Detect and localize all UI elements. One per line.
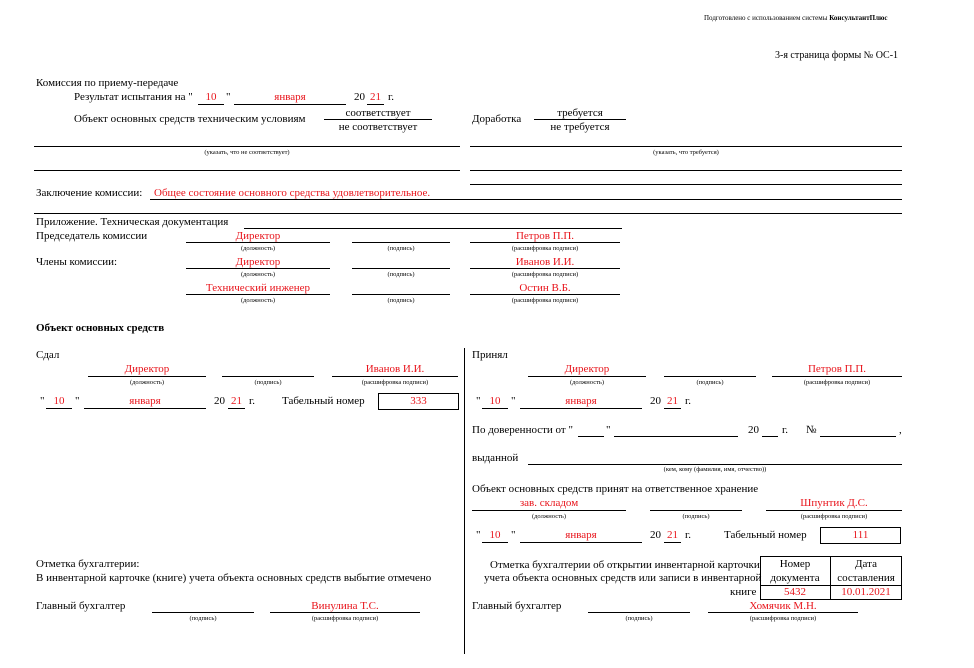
caption-position: (должность) — [240, 297, 276, 304]
hint-required: (указать, что требуется) — [653, 149, 719, 156]
power-label: По доверенности от " — [472, 424, 573, 436]
custody-month: января — [565, 529, 597, 541]
received-tab-box — [820, 527, 901, 544]
right-chief-label: Главный бухгалтер — [472, 600, 562, 612]
required-option: требуется — [557, 107, 603, 119]
test-year: 21 — [370, 91, 381, 103]
quote-open: " — [476, 395, 481, 407]
member-2-position: Технический инженер — [205, 282, 311, 294]
quote-close: " — [511, 395, 516, 407]
page-label: 3-я страница формы № ОС-1 — [775, 50, 899, 61]
quote-close: " — [75, 395, 80, 407]
year-prefix: 20 — [650, 395, 661, 407]
quote-open: " — [40, 395, 45, 407]
object-conditions-label: Объект основных средств техническим условиям — [74, 113, 306, 125]
member-1-position: Директор — [235, 256, 281, 268]
right-mark-line3: книге — [730, 586, 757, 598]
caption-decode: (расшифровка подписи) — [800, 513, 868, 520]
caption-position: (должность) — [129, 379, 165, 386]
custody-name: Шпунтик Д.С. — [800, 497, 868, 509]
quote-close: " — [511, 529, 516, 541]
received-month: января — [565, 395, 597, 407]
handed-tab-box — [378, 393, 459, 410]
chairman-name: Петров П.П. — [515, 230, 575, 242]
year-suffix: г. — [685, 529, 692, 541]
caption-decode: (расшифровка подписи) — [749, 615, 817, 622]
doc-date-header-1: Дата — [855, 558, 877, 570]
custody-label: Объект основных средств принят на ответственное хранение — [472, 483, 759, 495]
caption-position: (должность) — [531, 513, 567, 520]
attachment-label: Приложение. Техническая документация — [36, 216, 229, 228]
prepared-note — [704, 15, 887, 22]
handed-tab-number: 333 — [410, 395, 427, 407]
power-year-prefix: 20 — [748, 424, 759, 436]
test-month: января — [274, 91, 306, 103]
member-1-name: Иванов И.И. — [515, 256, 575, 268]
left-chief-label: Главный бухгалтер — [36, 600, 126, 612]
doc-number-value: 5432 — [784, 586, 806, 598]
doc-number-header-2: документа — [770, 572, 820, 584]
doc-date-value: 10.01.2021 — [841, 586, 891, 598]
issued-hint: (кем, кому (фамилия, имя, отчество)) — [663, 466, 767, 473]
caption-decode: (расшифровка подписи) — [311, 615, 379, 622]
handed-year: 21 — [231, 395, 242, 407]
caption-signature: (подпись) — [387, 297, 415, 304]
right-mark-line2: учета объекта основных средств или записи в инвентарной — [484, 572, 762, 584]
doc-number-header-1: Номер — [779, 558, 811, 570]
not-required-option: не требуется — [550, 121, 610, 133]
year-suffix: г. — [685, 395, 692, 407]
conclusion-value: Общее состояние основного средства удовлетворительное. — [154, 187, 431, 199]
not-corresponds-option: не соответствует — [338, 121, 418, 133]
caption-signature: (подпись) — [254, 379, 282, 386]
hint-not-corresponds: (указать, что не соответствует) — [204, 149, 290, 156]
power-number-sign: № — [806, 424, 817, 436]
received-name: Петров П.П. — [807, 363, 867, 375]
year-prefix: 20 — [650, 529, 661, 541]
quote-open: " — [476, 529, 481, 541]
caption-signature: (подпись) — [625, 615, 653, 622]
received-label: Принял — [472, 349, 508, 361]
received-position: Директор — [564, 363, 610, 375]
conclusion-label: Заключение комиссии: — [36, 187, 143, 199]
year-suffix: г. — [249, 395, 256, 407]
handed-label: Сдал — [36, 349, 60, 361]
right-mark-line1: Отметка бухгалтерии об открытии инвентарной карточки — [490, 559, 760, 571]
accounting-mark-text: В инвентарной карточке (книге) учета объекта основных средств выбытие отмечено — [36, 572, 432, 584]
test-day: 10 — [205, 91, 217, 103]
caption-position: (должность) — [569, 379, 605, 386]
chairman-label: Председатель комиссии — [36, 230, 148, 242]
custody-position: зав. складом — [519, 497, 579, 509]
prepared-prefix: Подготовлено с использованием системы — [704, 14, 830, 22]
caption-decode: (расшифровка подписи) — [803, 379, 871, 386]
members-label: Члены комиссии: — [36, 256, 118, 268]
test-year-suffix: г. — [388, 91, 395, 103]
quote-close: " — [226, 91, 231, 103]
right-chief-name: Хомячик М.Н. — [749, 600, 817, 612]
quote-close: " — [606, 424, 611, 436]
received-tab-label: Табельный номер — [724, 529, 807, 541]
caption-decode: (расшифровка подписи) — [511, 271, 579, 278]
corresponds-option: соответствует — [345, 107, 411, 119]
test-result-label: Результат испытания на " — [74, 91, 193, 103]
caption-signature: (подпись) — [387, 271, 415, 278]
caption-position: (должность) — [240, 245, 276, 252]
custody-day: 10 — [489, 529, 501, 541]
caption-decode: (расшифровка подписи) — [511, 245, 579, 252]
handed-month: января — [129, 395, 161, 407]
year-prefix: 20 — [214, 395, 225, 407]
rework-label: Доработка — [472, 113, 522, 125]
handed-name: Иванов И.И. — [365, 363, 425, 375]
commission-title: Комиссия по приему-передаче — [36, 77, 179, 89]
left-chief-name: Винулина Т.С. — [311, 600, 379, 612]
member-2-name: Остин В.Б. — [519, 282, 571, 294]
handed-tab-label: Табельный номер — [282, 395, 365, 407]
handed-position: Директор — [124, 363, 170, 375]
issued-label: выданной — [472, 452, 519, 464]
comma: , — [899, 424, 902, 436]
caption-signature: (подпись) — [189, 615, 217, 622]
doc-date-header-2: составления — [837, 572, 895, 584]
chairman-position: Директор — [235, 230, 281, 242]
caption-signature: (подпись) — [696, 379, 724, 386]
received-year: 21 — [667, 395, 678, 407]
test-year-prefix: 20 — [354, 91, 365, 103]
caption-decode: (расшифровка подписи) — [361, 379, 429, 386]
caption-decode: (расшифровка подписи) — [511, 297, 579, 304]
received-day: 10 — [489, 395, 501, 407]
prepared-brand: КонсультантПлюс — [829, 14, 888, 22]
accounting-mark-label: Отметка бухгалтерии: — [36, 558, 140, 570]
caption-signature: (подпись) — [387, 245, 415, 252]
received-tab-number: 111 — [852, 529, 869, 541]
custody-year: 21 — [667, 529, 678, 541]
object-section-title: Объект основных средств — [36, 322, 165, 334]
handed-day: 10 — [53, 395, 65, 407]
caption-signature: (подпись) — [682, 513, 710, 520]
power-year-suffix: г. — [782, 424, 789, 436]
caption-position: (должность) — [240, 271, 276, 278]
